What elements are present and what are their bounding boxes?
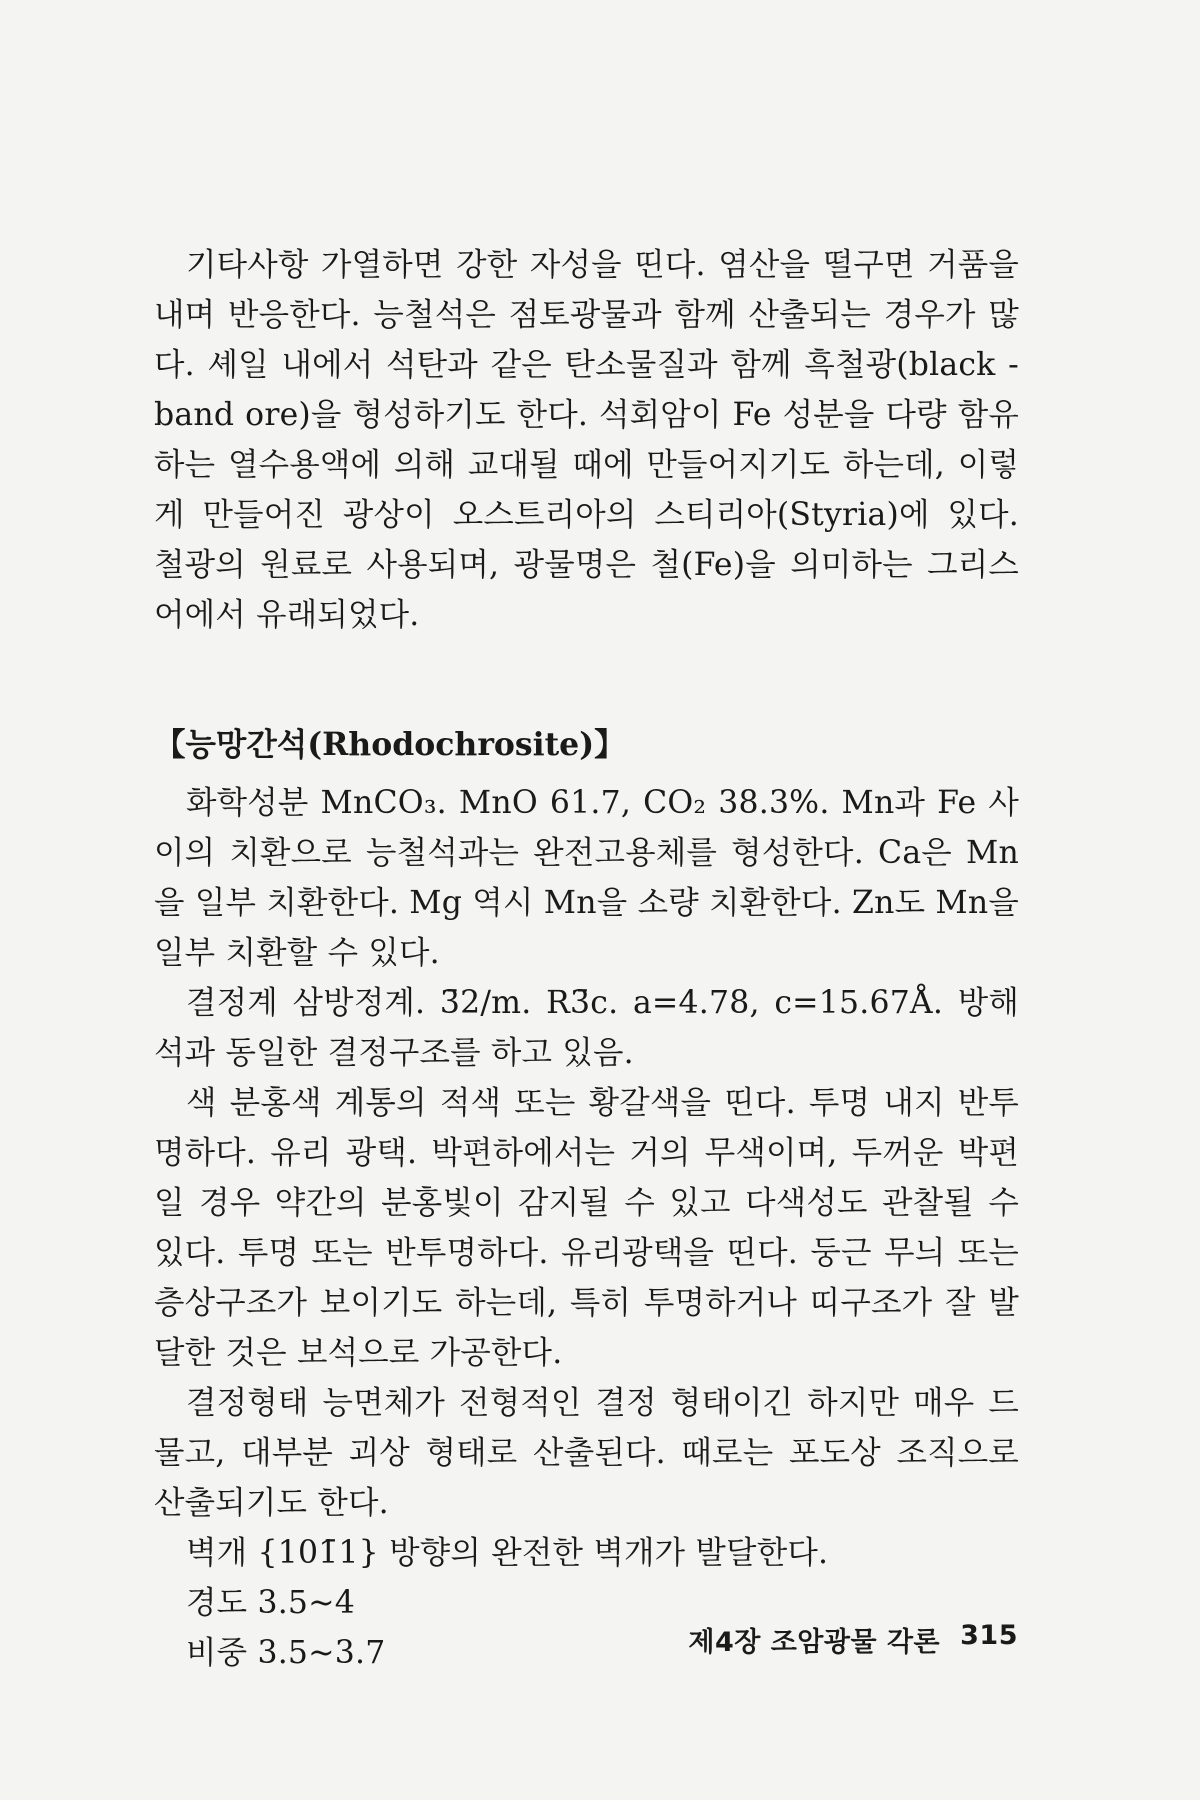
paragraph-specific-gravity: 비중 3.5~3.7 [186, 1635, 386, 1671]
page-content [154, 240, 1019, 1678]
paragraph-color: 색 분홍색 계통의 적색 또는 황갈색을 띤다. 투명 내지 반투명하다. 유리 광택. 박편하에서는 거의 무색이며, 두꺼운 박편일 경우 약간의 분홍빛이 감지될 수 있고 다색성도 관찰될 수 있다. 투명 또는 반투명하다. 유리광택을 띤다. 둥근 무늬 또는 층상구조가 보이기도 하는데, 특히 투명하거나 띠구조가 잘 발달한 것은 보석으로 가공한다. [154, 1085, 1019, 1371]
paragraph-cleavage: 벽개 {101̄1} 방향의 완전한 벽개가 발달한다. [186, 1535, 829, 1571]
page-footer [688, 1620, 1018, 1659]
footer-chapter-title: 제4장 조암광물 각론 [688, 1627, 941, 1658]
paragraph-crystal-system: 결정계 삼방정계. 3̄2/m. R3̄c. a=4.78, c=15.67Å. 방해석과 동일한 결정구조를 하고 있음. [154, 985, 1019, 1071]
section-heading-rhodochrosite: 【능망간석(Rhodochrosite)】 [154, 726, 626, 763]
paragraph-hardness: 경도 3.5~4 [186, 1585, 356, 1621]
paragraph-chemical-composition: 화학성분 MnCO₃. MnO 61.7, CO₂ 38.3%. Mn과 Fe 사이의 치환으로 능철석과는 완전고용체를 형성한다. Ca은 Mn을 일부 치환한다. Mg 역시 Mn을 소량 치환한다. Zn도 Mn을 일부 치환할 수 있다. [154, 785, 1019, 971]
paragraph-other-properties: 기타사항 가열하면 강한 자성을 띤다. 염산을 떨구면 거품을 내며 반응한다. 능철석은 점토광물과 함께 산출되는 경우가 많다. 셰일 내에서 석탄과 같은 탄소물질과 함께 흑철광(black - band ore)을 형성하기도 한다. 석회암이 Fe 성분을 다량 함유하는 열수용액에 의해 교대될 때에 만들어지기도 하는데, 이렇게 만들어진 광상이 오스트리아의 스티리아(Styria)에 있다. 철광의 원료로 사용되며, 광물명은 철(Fe)을 의미하는 그리스어에서 유래되었다. [154, 247, 1019, 633]
paragraph-crystal-form: 결정형태 능면체가 전형적인 결정 형태이긴 하지만 매우 드물고, 대부분 괴상 형태로 산출된다. 때로는 포도상 조직으로 산출되기도 한다. [154, 1385, 1019, 1521]
footer-page-number: 315 [960, 1620, 1018, 1651]
